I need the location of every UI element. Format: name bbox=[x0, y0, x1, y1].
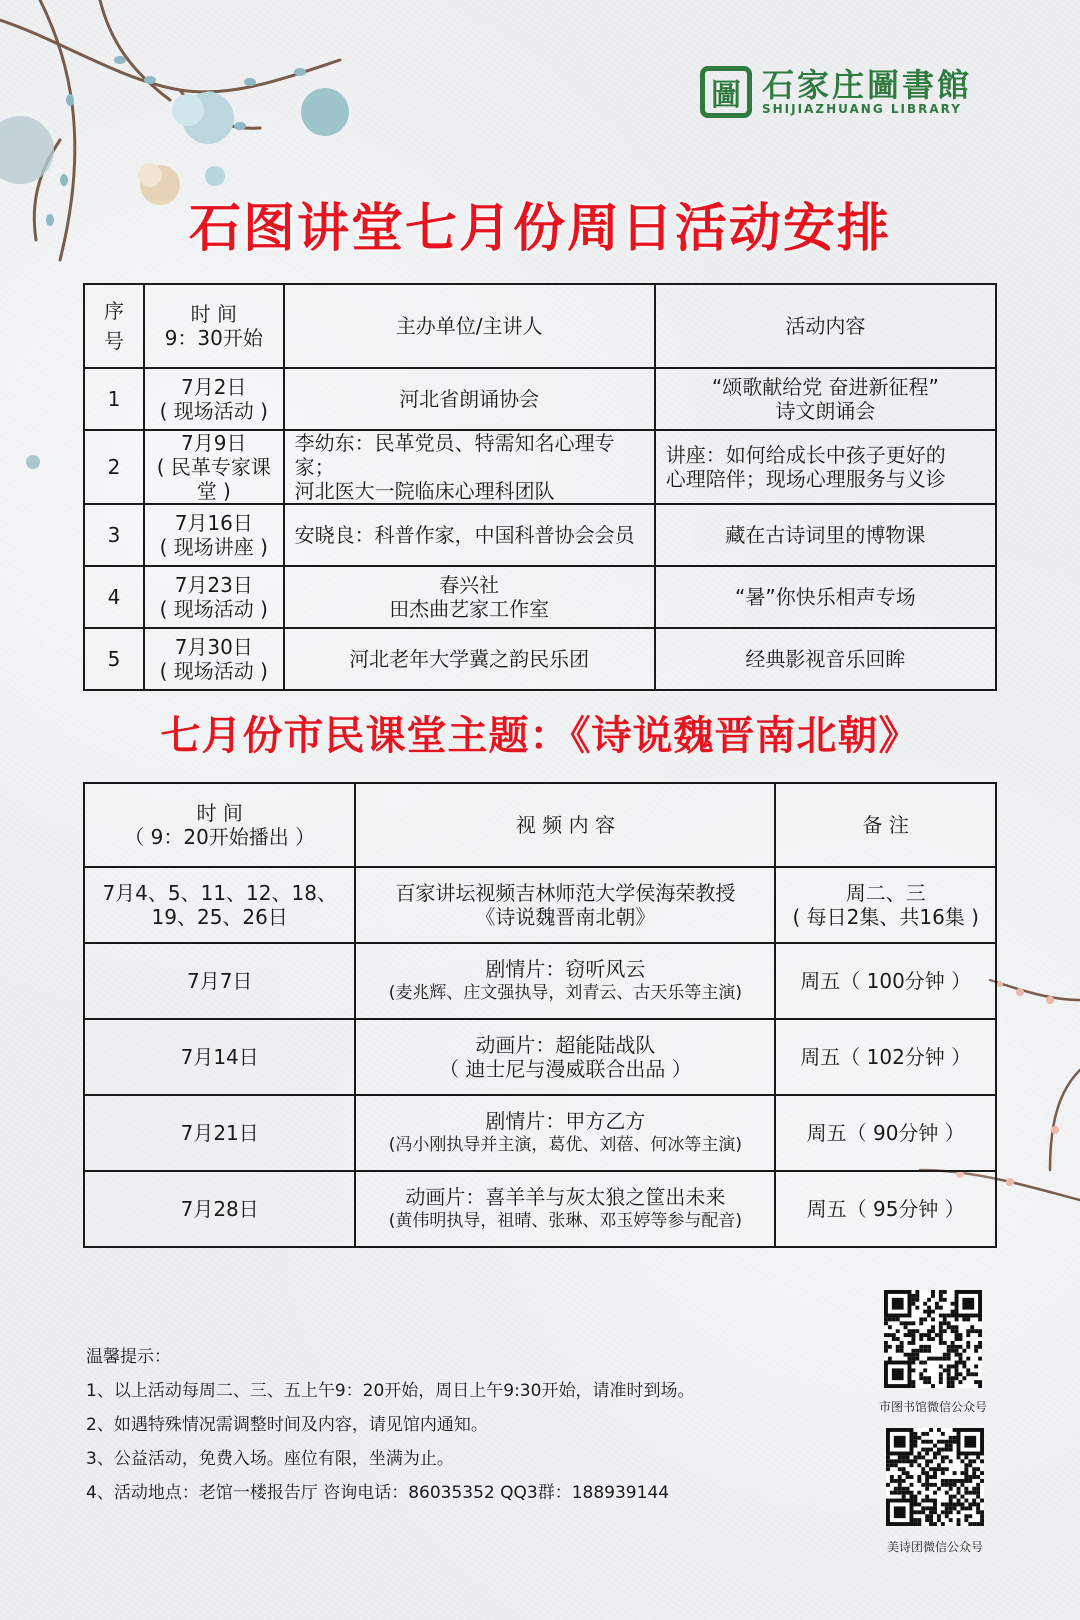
section-title: 七月份市民课堂主题：《诗说魏晋南北朝》 bbox=[160, 713, 920, 759]
citizen-class-table bbox=[83, 782, 997, 1248]
row-host: 李幼东：民革党员、特需知名心理专家； 河北医大一院临床心理科团队 bbox=[284, 430, 655, 504]
row-date: 7月16日 ( 现场讲座 ) bbox=[144, 504, 284, 566]
poetry-group-wechat-qr-code[interactable] bbox=[886, 1428, 984, 1526]
row-note: 周五（ 90分钟 ） bbox=[775, 1095, 996, 1171]
table-row bbox=[84, 1019, 996, 1095]
library-logo bbox=[700, 66, 972, 118]
row-content: 经典影视音乐回眸 bbox=[655, 628, 996, 690]
header-host: 主办单位/主讲人 bbox=[284, 284, 655, 368]
table-row bbox=[84, 566, 996, 628]
row-note: 周五（ 100分钟 ） bbox=[775, 943, 996, 1019]
table-row bbox=[84, 430, 996, 504]
row-video: 动画片：超能陆战队 （ 迪士尼与漫威联合出品 ） bbox=[355, 1019, 775, 1095]
row-host: 安晓良：科普作家，中国科普协会会员 bbox=[284, 504, 655, 566]
header-note: 备 注 bbox=[775, 783, 996, 867]
header-time: 时 间 9：30开始 bbox=[144, 284, 284, 368]
library-name-en: SHIJIAZHUANG LIBRARY bbox=[762, 102, 962, 116]
row-date: 7月2日 ( 现场活动 ) bbox=[144, 368, 284, 430]
row-number: 5 bbox=[84, 628, 144, 690]
row-date: 7月23日 ( 现场活动 ) bbox=[144, 566, 284, 628]
row-note: 周二、三 ( 每日2集、共16集 ) bbox=[775, 867, 996, 943]
tips-section bbox=[86, 1340, 694, 1510]
row-date: 7月9日 ( 民革专家课堂 ) bbox=[144, 430, 284, 504]
row-time: 7月21日 bbox=[84, 1095, 355, 1171]
row-note: 周五（ 102分钟 ） bbox=[775, 1019, 996, 1095]
row-time: 7月14日 bbox=[84, 1019, 355, 1095]
row-number: 1 bbox=[84, 368, 144, 430]
table-row bbox=[84, 1171, 996, 1247]
row-host: 河北省朗诵协会 bbox=[284, 368, 655, 430]
table-header-row bbox=[84, 783, 996, 867]
sunday-schedule-table bbox=[83, 283, 997, 691]
dot-decoration bbox=[26, 455, 40, 469]
table-row bbox=[84, 368, 996, 430]
tip-item: 1、以上活动每周二、三、五上午9：20开始，周日上午9:30开始，请准时到场。 bbox=[86, 1381, 695, 1401]
tips-heading: 温馨提示： bbox=[86, 1347, 171, 1367]
row-note: 周五（ 95分钟 ） bbox=[775, 1171, 996, 1247]
row-time: 7月7日 bbox=[84, 943, 355, 1019]
header-content: 活动内容 bbox=[655, 284, 996, 368]
library-logo-mark: 圖 bbox=[700, 66, 752, 118]
row-video: 百家讲坛视频吉林师范大学侯海荣教授 《诗说魏晋南北朝》 bbox=[355, 867, 775, 943]
row-content: “颂歌献给党 奋进新征程” 诗文朗诵会 bbox=[655, 368, 996, 430]
table-row bbox=[84, 867, 996, 943]
tip-item: 2、如遇特殊情况需调整时间及内容，请见馆内通知。 bbox=[86, 1415, 488, 1435]
table-row bbox=[84, 628, 996, 690]
header-video: 视 频 内 容 bbox=[355, 783, 775, 867]
row-number: 4 bbox=[84, 566, 144, 628]
library-name-cn: 石家庄圖書館 bbox=[762, 66, 973, 104]
row-host: 河北老年大学冀之韵民乐团 bbox=[284, 628, 655, 690]
tip-item: 3、公益活动，免费入场。座位有限，坐满为止。 bbox=[86, 1449, 454, 1469]
header-time: 时 间 （ 9：20开始播出 ） bbox=[84, 783, 355, 867]
row-content: 藏在古诗词里的博物课 bbox=[655, 504, 996, 566]
header-number: 序号 bbox=[84, 284, 144, 368]
table-row bbox=[84, 504, 996, 566]
qr-caption-poetry: 美诗团微信公众号 bbox=[886, 1540, 983, 1554]
row-content: 讲座：如何给成长中孩子更好的 心理陪伴；现场心理服务与义诊 bbox=[655, 430, 996, 504]
row-time: 7月4、5、11、12、18、 19、25、26日 bbox=[84, 867, 355, 943]
row-date: 7月30日 ( 现场活动 ) bbox=[144, 628, 284, 690]
row-number: 2 bbox=[84, 430, 144, 504]
page-title: 石图讲堂七月份周日活动安排 bbox=[188, 199, 891, 259]
tip-item: 4、活动地点：老馆一楼报告厅 咨询电话：86035352 QQ3群：188939144 bbox=[86, 1483, 670, 1503]
qr-caption-library: 市图书馆微信公众号 bbox=[878, 1400, 987, 1414]
table-header-row bbox=[84, 284, 996, 368]
row-number: 3 bbox=[84, 504, 144, 566]
row-time: 7月28日 bbox=[84, 1171, 355, 1247]
row-video: 剧情片：窃听风云 (麦兆辉、庄文强执导，刘青云、古天乐等主演) bbox=[355, 943, 775, 1019]
row-video: 剧情片：甲方乙方 (冯小刚执导并主演，葛优、刘蓓、何冰等主演) bbox=[355, 1095, 775, 1171]
row-host: 春兴社 田杰曲艺家工作室 bbox=[284, 566, 655, 628]
table-row bbox=[84, 1095, 996, 1171]
table-row bbox=[84, 943, 996, 1019]
row-content: “暑”你快乐相声专场 bbox=[655, 566, 996, 628]
library-wechat-qr-code[interactable] bbox=[884, 1290, 982, 1388]
row-video: 动画片：喜羊羊与灰太狼之筐出未来 (黄伟明执导，祖晴、张琳、邓玉婷等参与配音) bbox=[355, 1171, 775, 1247]
